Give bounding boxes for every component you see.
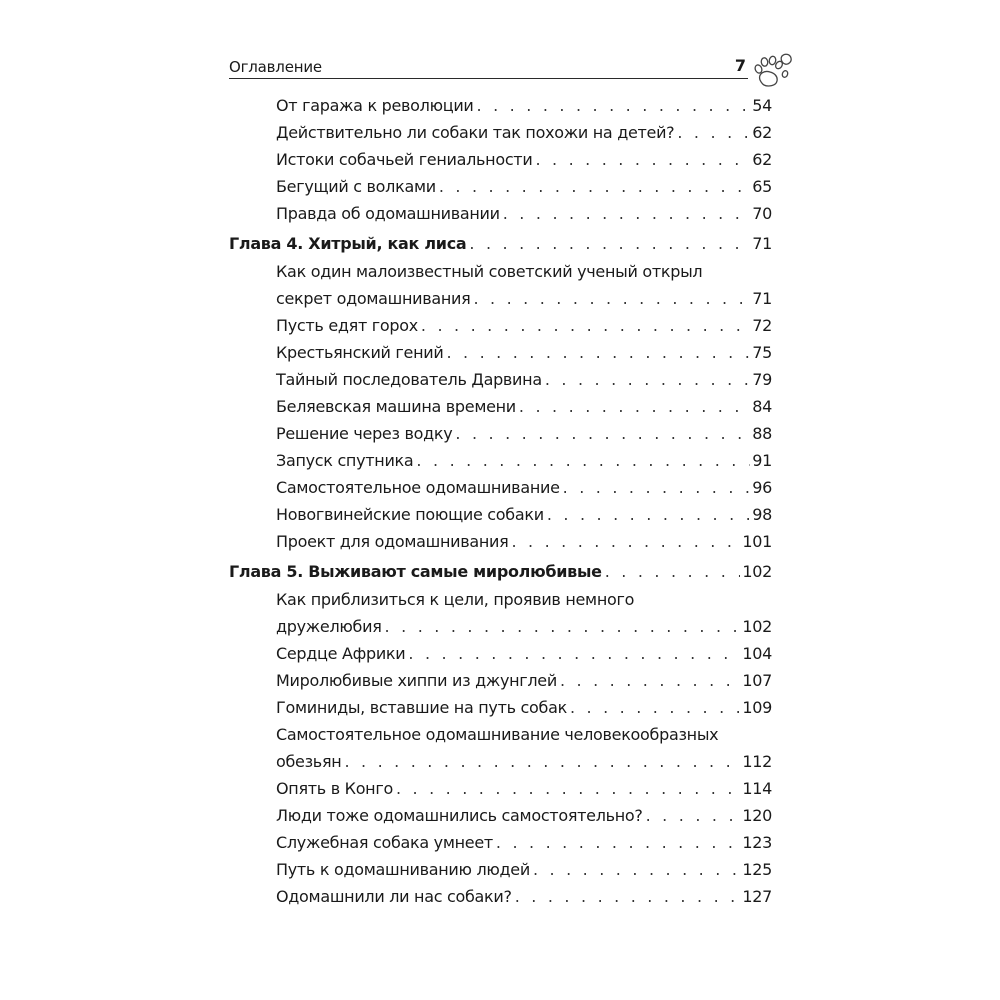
toc-section-entry[interactable] [229, 366, 772, 393]
toc-entry-title: Действительно ли собаки так похожи на детей? [276, 123, 675, 142]
toc-entry-page-number: 71 [752, 234, 772, 253]
toc-entry-page-number: 79 [752, 370, 772, 389]
dot-leader [515, 883, 741, 910]
toc-section-entry[interactable] [229, 474, 772, 501]
toc-section-entry[interactable] [229, 721, 772, 775]
dot-leader [385, 613, 741, 640]
dot-leader [533, 856, 740, 883]
dot-leader [496, 829, 740, 856]
toc-entry-title: Правда об одомашнивании [276, 204, 500, 223]
toc-entry-title: секрет одомашнивания [276, 289, 471, 308]
toc-entry-title-first-line: Самостоятельное одомашнивание человекообразных [276, 725, 719, 744]
toc-entry-page-number: 112 [742, 752, 772, 771]
toc-section-entry[interactable] [229, 339, 772, 366]
table-of-contents [229, 92, 772, 910]
toc-entry-title: Служебная собака умнеет [276, 833, 493, 852]
dot-leader [511, 528, 740, 555]
dot-leader [408, 640, 740, 667]
toc-section-entry[interactable] [229, 312, 772, 339]
dot-leader [446, 339, 750, 366]
toc-section-entry[interactable] [229, 694, 772, 721]
dot-leader [560, 667, 740, 694]
header-title: Оглавление [229, 58, 322, 76]
toc-entry-page-number: 96 [752, 478, 772, 497]
dot-leader [455, 420, 750, 447]
toc-entry-title: Беляевская машина времени [276, 397, 516, 416]
toc-entry-title: Миролюбивые хиппи из джунглей [276, 671, 557, 690]
running-header [229, 56, 748, 79]
dot-leader [605, 558, 741, 585]
toc-section-entry[interactable] [229, 447, 772, 474]
toc-section-entry[interactable] [229, 775, 772, 802]
toc-entry-page-number: 102 [742, 562, 772, 581]
toc-section-entry[interactable] [229, 528, 772, 555]
dot-leader [344, 748, 740, 775]
toc-entry-page-number: 62 [752, 150, 772, 169]
dot-leader [570, 694, 740, 721]
dot-leader [396, 775, 740, 802]
toc-entry-title: Одомашнили ли нас собаки? [276, 887, 512, 906]
toc-entry-title: Проект для одомашнивания [276, 532, 509, 551]
dot-leader [477, 92, 751, 119]
toc-section-entry[interactable] [229, 119, 772, 146]
toc-section-entry[interactable] [229, 200, 772, 227]
toc-entry-page-number: 104 [742, 644, 772, 663]
toc-entry-title: Пусть едят горох [276, 316, 418, 335]
toc-entry-page-number: 65 [752, 177, 772, 196]
toc-entry-page-number: 114 [742, 779, 772, 798]
toc-entry-page-number: 98 [752, 505, 772, 524]
toc-entry-page-number: 71 [752, 289, 772, 308]
toc-entry-title: Истоки собачьей гениальности [276, 150, 533, 169]
toc-section-entry[interactable] [229, 856, 772, 883]
toc-section-entry[interactable] [229, 92, 772, 119]
toc-entry-title: Гоминиды, вставшие на путь собак [276, 698, 567, 717]
toc-entry-page-number: 123 [742, 833, 772, 852]
toc-entry-page-number: 107 [742, 671, 772, 690]
toc-section-entry[interactable] [229, 173, 772, 200]
toc-entry-page-number: 120 [742, 806, 772, 825]
toc-entry-page-number: 62 [752, 123, 772, 142]
toc-chapter-entry[interactable] [229, 558, 772, 585]
dot-leader [547, 501, 750, 528]
toc-section-entry[interactable] [229, 393, 772, 420]
toc-entry-title: Сердце Африки [276, 644, 406, 663]
toc-section-entry[interactable] [229, 586, 772, 640]
toc-entry-title: Новогвинейские поющие собаки [276, 505, 544, 524]
toc-section-entry[interactable] [229, 501, 772, 528]
dot-leader [469, 230, 750, 257]
dot-leader [646, 802, 741, 829]
toc-entry-page-number: 72 [752, 316, 772, 335]
dot-leader [439, 173, 750, 200]
toc-chapter-entry[interactable] [229, 230, 772, 257]
toc-entry-page-number: 102 [742, 617, 772, 636]
toc-entry-page-number: 54 [752, 96, 772, 115]
toc-entry-title: обезьян [276, 752, 342, 771]
toc-section-entry[interactable] [229, 829, 772, 856]
dot-leader [503, 200, 751, 227]
toc-entry-page-number: 127 [742, 887, 772, 906]
toc-entry-title: От гаража к революции [276, 96, 474, 115]
toc-entry-title: Бегущий с волками [276, 177, 436, 196]
dot-leader [416, 447, 750, 474]
toc-entry-title: Опять в Конго [276, 779, 393, 798]
dot-leader [535, 146, 750, 173]
dot-leader [519, 393, 750, 420]
toc-section-entry[interactable] [229, 667, 772, 694]
toc-entry-page-number: 75 [752, 343, 772, 362]
dot-leader [421, 312, 750, 339]
toc-entry-page-number: 84 [752, 397, 772, 416]
toc-entry-page-number: 109 [742, 698, 772, 717]
toc-entry-page-number: 70 [752, 204, 772, 223]
toc-entry-title-first-line: Как один малоизвестный советский ученый открыл [276, 262, 703, 281]
header-page-number: 7 [734, 56, 746, 75]
toc-entry-title: Путь к одомашниванию людей [276, 860, 530, 879]
toc-entry-title-first-line: Как приблизиться к цели, проявив немного [276, 590, 635, 609]
dot-leader [677, 119, 750, 146]
toc-section-entry[interactable] [229, 420, 772, 447]
dot-leader [563, 474, 751, 501]
toc-entry-title: Запуск спутника [276, 451, 414, 470]
toc-entry-title: Самостоятельное одомашнивание [276, 478, 560, 497]
toc-entry-title: дружелюбия [276, 617, 382, 636]
toc-section-entry[interactable] [229, 640, 772, 667]
dot-leader [473, 285, 750, 312]
toc-entry-page-number: 91 [752, 451, 772, 470]
toc-entry-title: Люди тоже одомашнились самостоятельно? [276, 806, 643, 825]
toc-entry-title: Глава 5. Выживают самые миролюбивые [229, 562, 602, 581]
toc-section-entry[interactable] [229, 883, 772, 910]
paw-print-icon [752, 50, 794, 90]
toc-entry-title: Крестьянский гений [276, 343, 444, 362]
toc-section-entry[interactable] [229, 802, 772, 829]
dot-leader [545, 366, 750, 393]
toc-entry-title: Тайный последователь Дарвина [276, 370, 542, 389]
toc-entry-page-number: 88 [752, 424, 772, 443]
toc-entry-title: Решение через водку [276, 424, 453, 443]
toc-entry-title: Глава 4. Хитрый, как лиса [229, 234, 467, 253]
toc-entry-page-number: 101 [742, 532, 772, 551]
toc-entry-page-number: 125 [742, 860, 772, 879]
toc-section-entry[interactable] [229, 146, 772, 173]
toc-section-entry[interactable] [229, 258, 772, 312]
